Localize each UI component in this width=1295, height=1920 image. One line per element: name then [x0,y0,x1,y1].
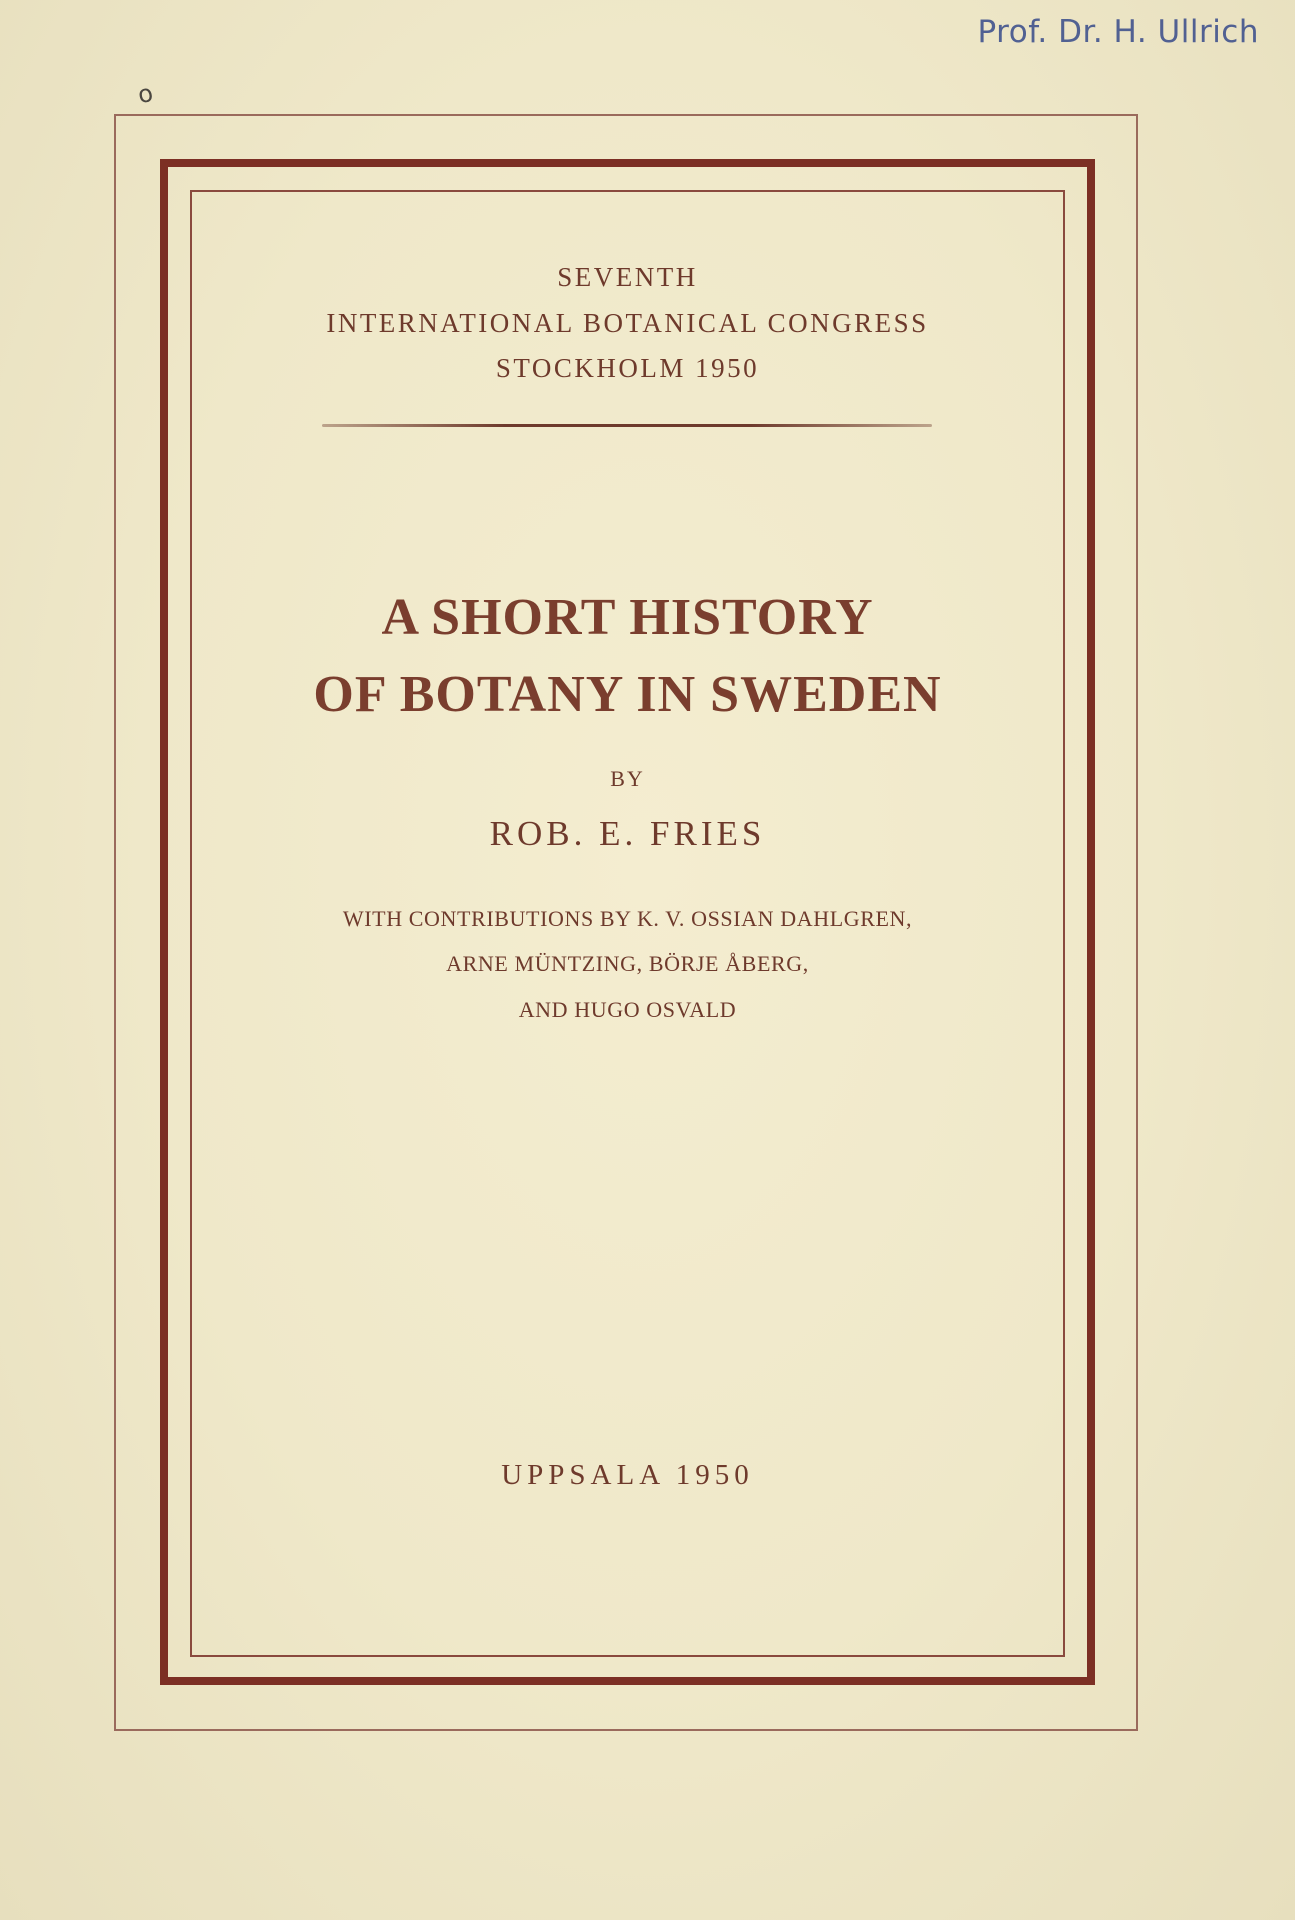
author-name: ROB. E. FRIES [489,814,766,853]
contributors-line-3: AND HUGO OSVALD [518,997,737,1022]
contributors-line-1: WITH CONTRIBUTIONS BY K. V. OSSIAN DAHLGREN, [342,906,913,931]
by-label: BY [610,766,645,791]
contributors-line-2: ARNE MÜNTZING, BÖRJE ÅBERG, [446,951,809,976]
congress-place-year: STOCKHOLM 1950 [495,353,760,383]
congress-name: INTERNATIONAL BOTANICAL CONGRESS [326,308,929,338]
header-rule [322,424,932,427]
pencil-mark: o [135,78,156,110]
congress-ordinal: SEVENTH [557,262,698,292]
imprint: UPPSALA 1950 [501,1459,754,1491]
title-line-2: OF BOTANY IN SWEDEN [313,666,942,723]
title-line-1: A SHORT HISTORY [381,589,874,646]
owner-stamp: Prof. Dr. H. Ullrich [977,14,1259,50]
